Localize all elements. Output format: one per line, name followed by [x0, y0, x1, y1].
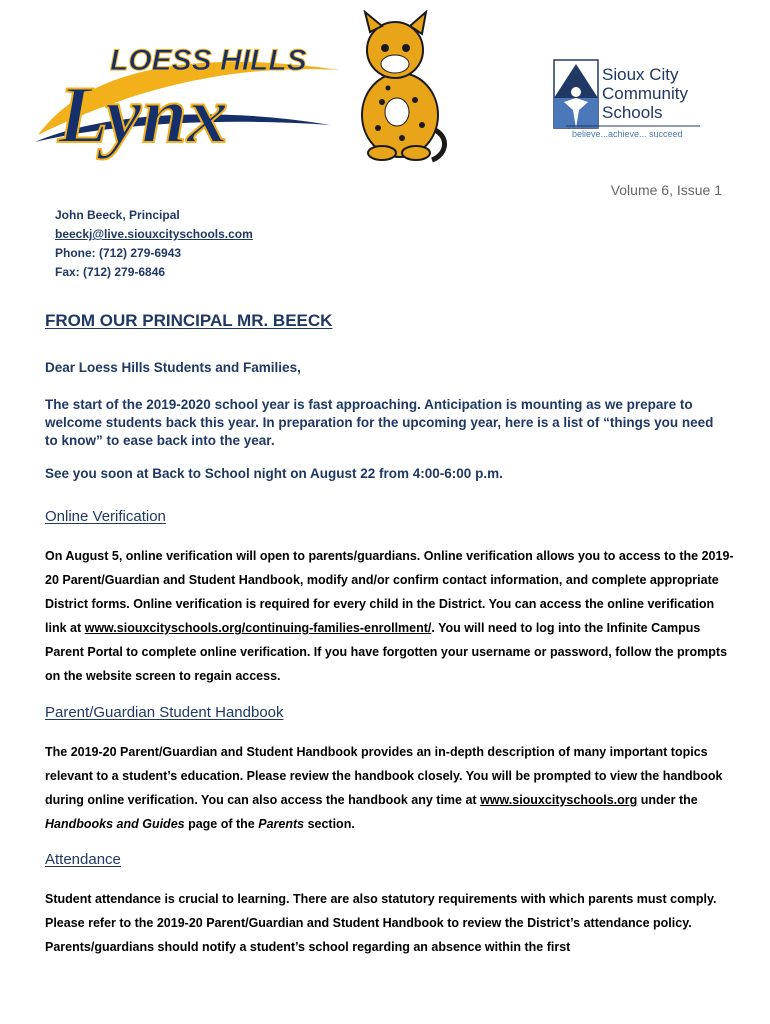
- district-website-link[interactable]: www.siouxcityschools.org: [480, 793, 638, 807]
- logo-text-main: Lynx: [58, 69, 229, 160]
- handbook-italic-1: Handbooks and Guides: [45, 817, 185, 831]
- handbook-text: [45, 740, 735, 836]
- attendance-text: Student attendance is crucial to learning. There are also statutory requirements with which parents must comply. Please refer to the 2019-20 Parent/Guardian and Student Handbook to review the District’s attendance policy. Parents/guardians should notify a student’s school regarding an absence within the first: [45, 892, 717, 954]
- handbook-text-b: under the: [637, 793, 698, 807]
- letter-title: FROM OUR PRINCIPAL MR. BEECK: [45, 311, 333, 330]
- principal-phone: Phone: (712) 279-6943: [55, 246, 182, 260]
- attendance-heading: Attendance: [45, 851, 121, 868]
- logo-text-top: LOESS HILLS: [110, 44, 307, 77]
- district-logo-icon: [552, 58, 702, 142]
- district-name-line-2: Community: [602, 84, 688, 103]
- online-verification-text: [45, 544, 735, 688]
- principal-fax: Fax: (712) 279-6846: [55, 265, 166, 279]
- enrollment-link[interactable]: www.siouxcityschools.org/continuing-families-enrollment/: [84, 621, 432, 635]
- handbook-text-c: page of the: [184, 817, 259, 831]
- online-verification-heading: Online Verification: [45, 508, 166, 525]
- district-name-line-3: Schools: [602, 103, 663, 122]
- principal-email-link[interactable]: beeckj@live.siouxcityschools.com: [55, 227, 253, 241]
- handbook-text-a: The 2019-20 Parent/Guardian and Student Handbook provides an in-depth description of many important topics relevant to a student’s education. Please review the handbook closely. You will be prompted to view the handbook during online verification. You can also access the handbook any time at: [45, 745, 723, 807]
- letter-salutation: Dear Loess Hills Students and Families,: [45, 360, 301, 375]
- handbook-text-d: section.: [304, 817, 355, 831]
- loess-hills-lynx-logo: [30, 10, 450, 170]
- volume-issue: Volume 6, Issue 1: [610, 182, 722, 198]
- lynx-mascot-icon: [362, 12, 445, 160]
- letter-intro: The start of the 2019-2020 school year is fast approaching. Anticipation is mounting as we prepare to welcome students back this year. In preparation for the upcoming year, here is a list of “things you need to know” to ease back into the year.: [45, 397, 714, 448]
- handbook-italic-2: Parents: [258, 817, 305, 831]
- district-name-line-1: Sioux City: [602, 65, 679, 84]
- principal-contact: [55, 206, 253, 282]
- back-to-school-note: See you soon at Back to School night on August 22 from 4:00-6:00 p.m.: [45, 466, 503, 481]
- principal-name: John Beeck, Principal: [55, 208, 180, 222]
- district-tagline: believe...achieve... succeed: [572, 129, 683, 139]
- handbook-heading: Parent/Guardian Student Handbook: [45, 704, 284, 721]
- online-text-b: . You will need to log into the Infinite Campus Parent Portal to complete online verification. If you have forgotten your username or password, follow the prompts on the website screen to regain access.: [45, 621, 728, 683]
- online-text-a: On August 5, online verification will open to parents/guardians. Online verification allows you to access to the 2019-20 Parent/Guardian and Student Handbook, modify and/or confirm contact information, and complete appropriate District forms. Online verification is required for every child in the District. You can access the online verification link at: [45, 549, 734, 635]
